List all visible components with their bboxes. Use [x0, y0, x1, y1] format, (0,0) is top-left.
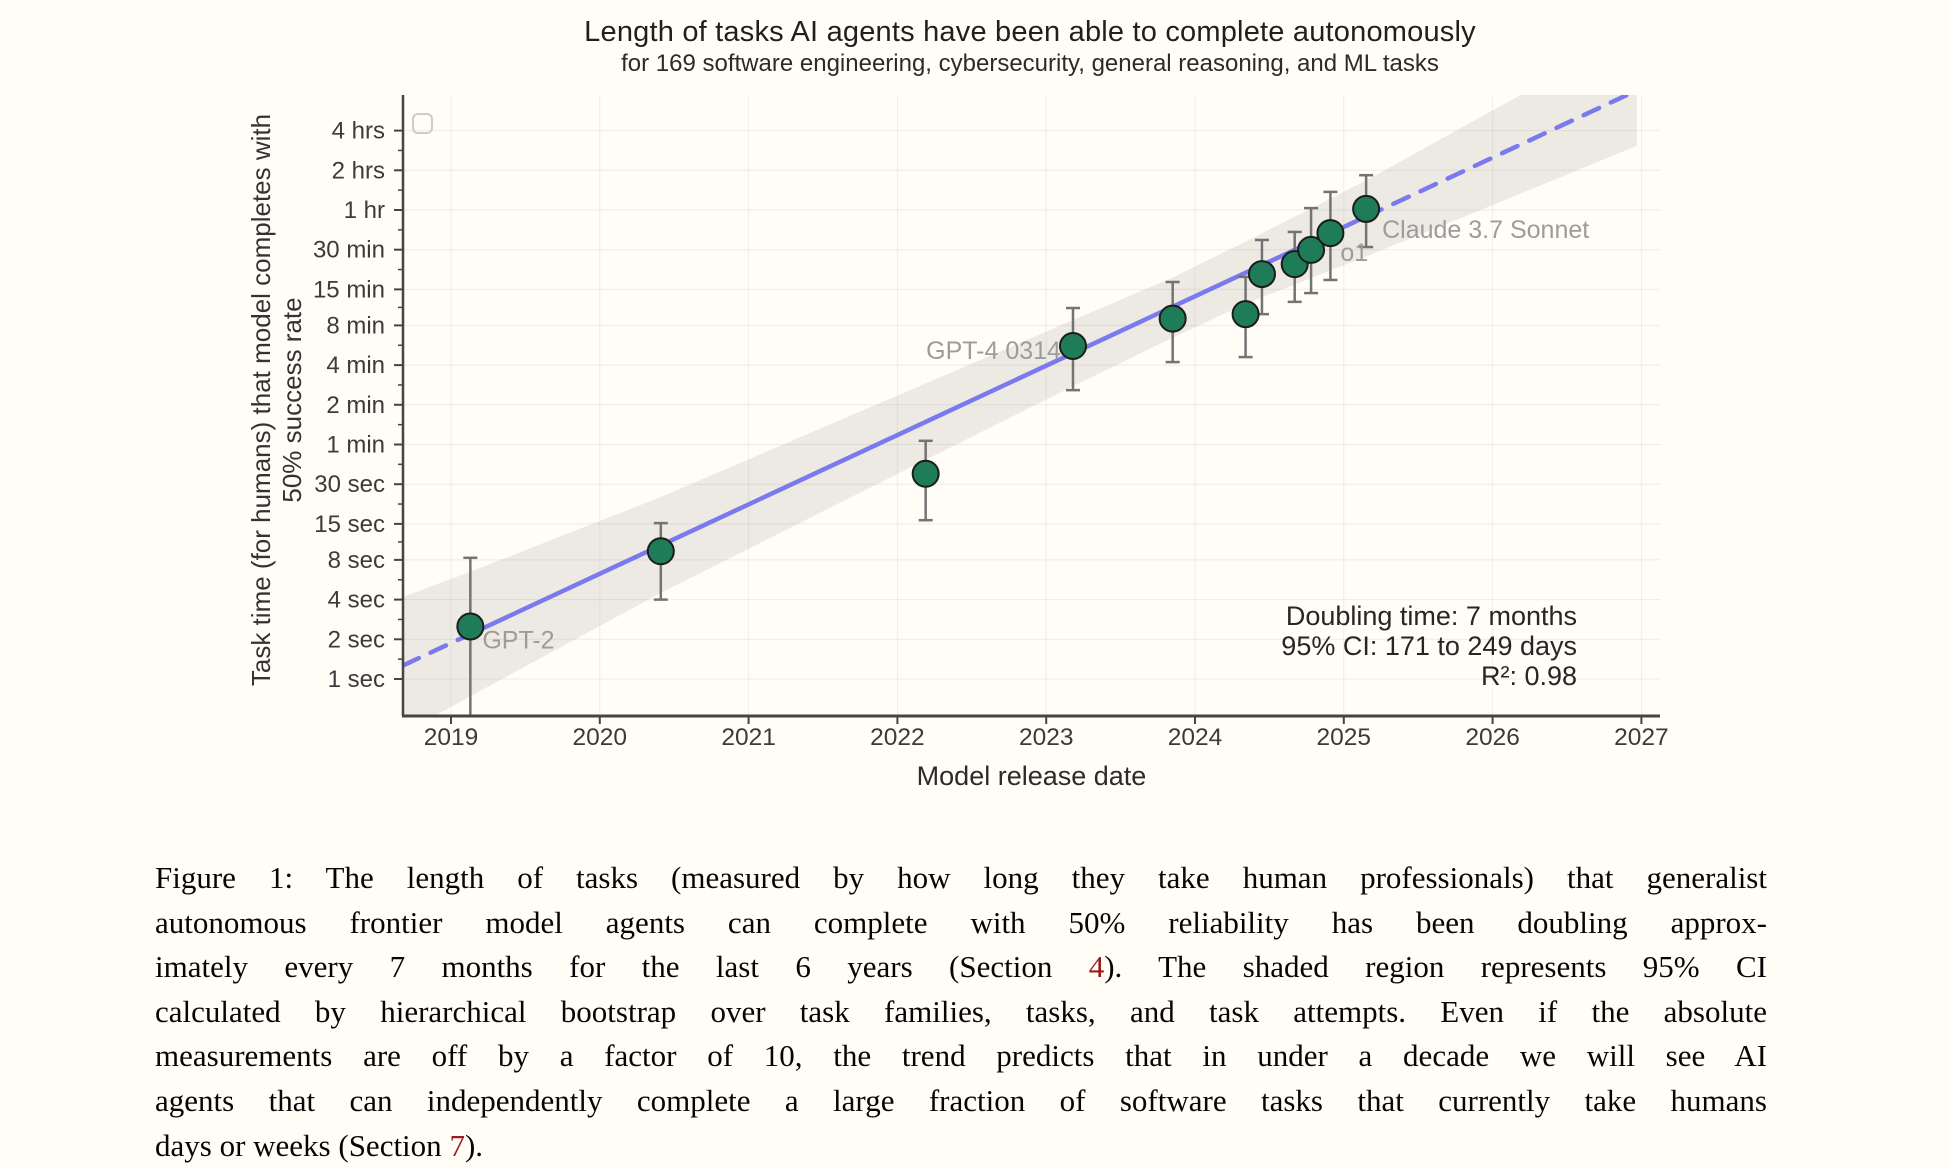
x-tick-label: 2020	[572, 724, 628, 751]
data-point	[1060, 333, 1086, 359]
caption-text: ). The shaded region represents 95% CI	[1104, 949, 1767, 985]
caption-line	[155, 945, 1767, 990]
r2-text: R²: 0.98	[1480, 661, 1577, 691]
doubling-time-text: Doubling time: 7 months	[1285, 601, 1577, 631]
y-axis-label-line1: Task time (for humans) that model completes with	[246, 113, 276, 687]
x-tick-label: 2022	[870, 724, 925, 751]
y-tick-label: 15 min	[312, 276, 385, 304]
caption-text: Figure 1: The length of tasks (measured by how long they take human professionals) that generalist	[155, 860, 1767, 895]
caption-line	[155, 1079, 1767, 1124]
chart-title: Length of tasks AI agents have been able to complete autonomously	[584, 16, 1476, 48]
y-tick-label: 15 sec	[314, 510, 385, 538]
point-label-gpt-2: GPT-2	[482, 626, 555, 655]
data-point	[1353, 196, 1379, 222]
chart-subtitle: for 169 software engineering, cybersecurity, general reasoning, and ML tasks	[621, 50, 1439, 77]
y-tick-label: 2 min	[326, 391, 385, 419]
caption-line	[155, 856, 1767, 901]
y-tick-label: 30 min	[312, 236, 385, 264]
figure-caption	[155, 856, 1767, 1168]
x-tick-label: 2024	[1167, 724, 1223, 751]
data-point	[648, 538, 674, 564]
x-tick-label: 2027	[1614, 724, 1669, 751]
data-point	[913, 461, 939, 487]
y-tick-label: 4 min	[326, 352, 385, 380]
y-tick-label: 1 sec	[327, 666, 385, 693]
y-tick-label: 8 min	[326, 312, 385, 340]
point-label-gpt-4-0314: GPT-4 0314	[926, 336, 1061, 365]
caption-text: agents that can independently complete a large fraction of software tasks that currently take humans	[155, 1082, 1767, 1118]
caption-text: days or weeks (Section	[155, 1127, 450, 1163]
y-tick-label: 2 sec	[327, 626, 385, 654]
x-tick-label: 2023	[1018, 724, 1074, 751]
x-tick-label: 2026	[1465, 724, 1520, 751]
x-tick-label: 2025	[1316, 724, 1372, 751]
y-tick-label: 8 sec	[327, 546, 385, 574]
x-tick-label: 2019	[423, 724, 479, 751]
caption-line	[155, 990, 1767, 1035]
section-ref: 4	[1088, 949, 1105, 985]
caption-line	[155, 901, 1767, 946]
stats-annotation	[1150, 601, 1577, 691]
y-tick-label: 1 hr	[343, 196, 385, 224]
data-point	[457, 614, 483, 640]
caption-text: ).	[464, 1127, 484, 1163]
y-axis-label-line2: 50% success rate	[277, 297, 307, 503]
x-axis-label: Model release date	[916, 761, 1147, 791]
caption-text: autonomous frontier model agents can complete with 50% reliability has been doubling approx-	[155, 904, 1767, 940]
section-ref: 7	[449, 1127, 465, 1163]
point-label-o1: o1	[1340, 239, 1369, 268]
caption-line	[155, 1124, 1767, 1168]
ci-text: 95% CI: 171 to 249 days	[1281, 631, 1577, 661]
data-point	[1160, 306, 1186, 332]
data-point	[1233, 301, 1259, 327]
caption-text: measurements are off by a factor of 10, the trend predicts that in under a decade we will see AI	[155, 1038, 1767, 1074]
y-tick-label: 1 min	[326, 431, 385, 459]
x-tick-label: 2021	[721, 724, 776, 751]
y-tick-label: 2 hrs	[331, 157, 385, 185]
y-tick-label: 30 sec	[314, 471, 385, 499]
y-tick-label: 4 sec	[327, 586, 385, 614]
caption-line	[155, 1034, 1767, 1079]
trend-line	[470, 217, 1369, 635]
point-label-claude-3-7-sonnet: Claude 3.7 Sonnet	[1382, 215, 1590, 244]
data-point	[1249, 261, 1275, 287]
caption-text: calculated by hierarchical bootstrap over task families, tasks, and task attempts. Even if the absolute	[155, 993, 1767, 1029]
y-tick-label: 4 hrs	[331, 117, 385, 145]
caption-text: imately every 7 months for the last 6 years (Section	[155, 949, 1089, 985]
